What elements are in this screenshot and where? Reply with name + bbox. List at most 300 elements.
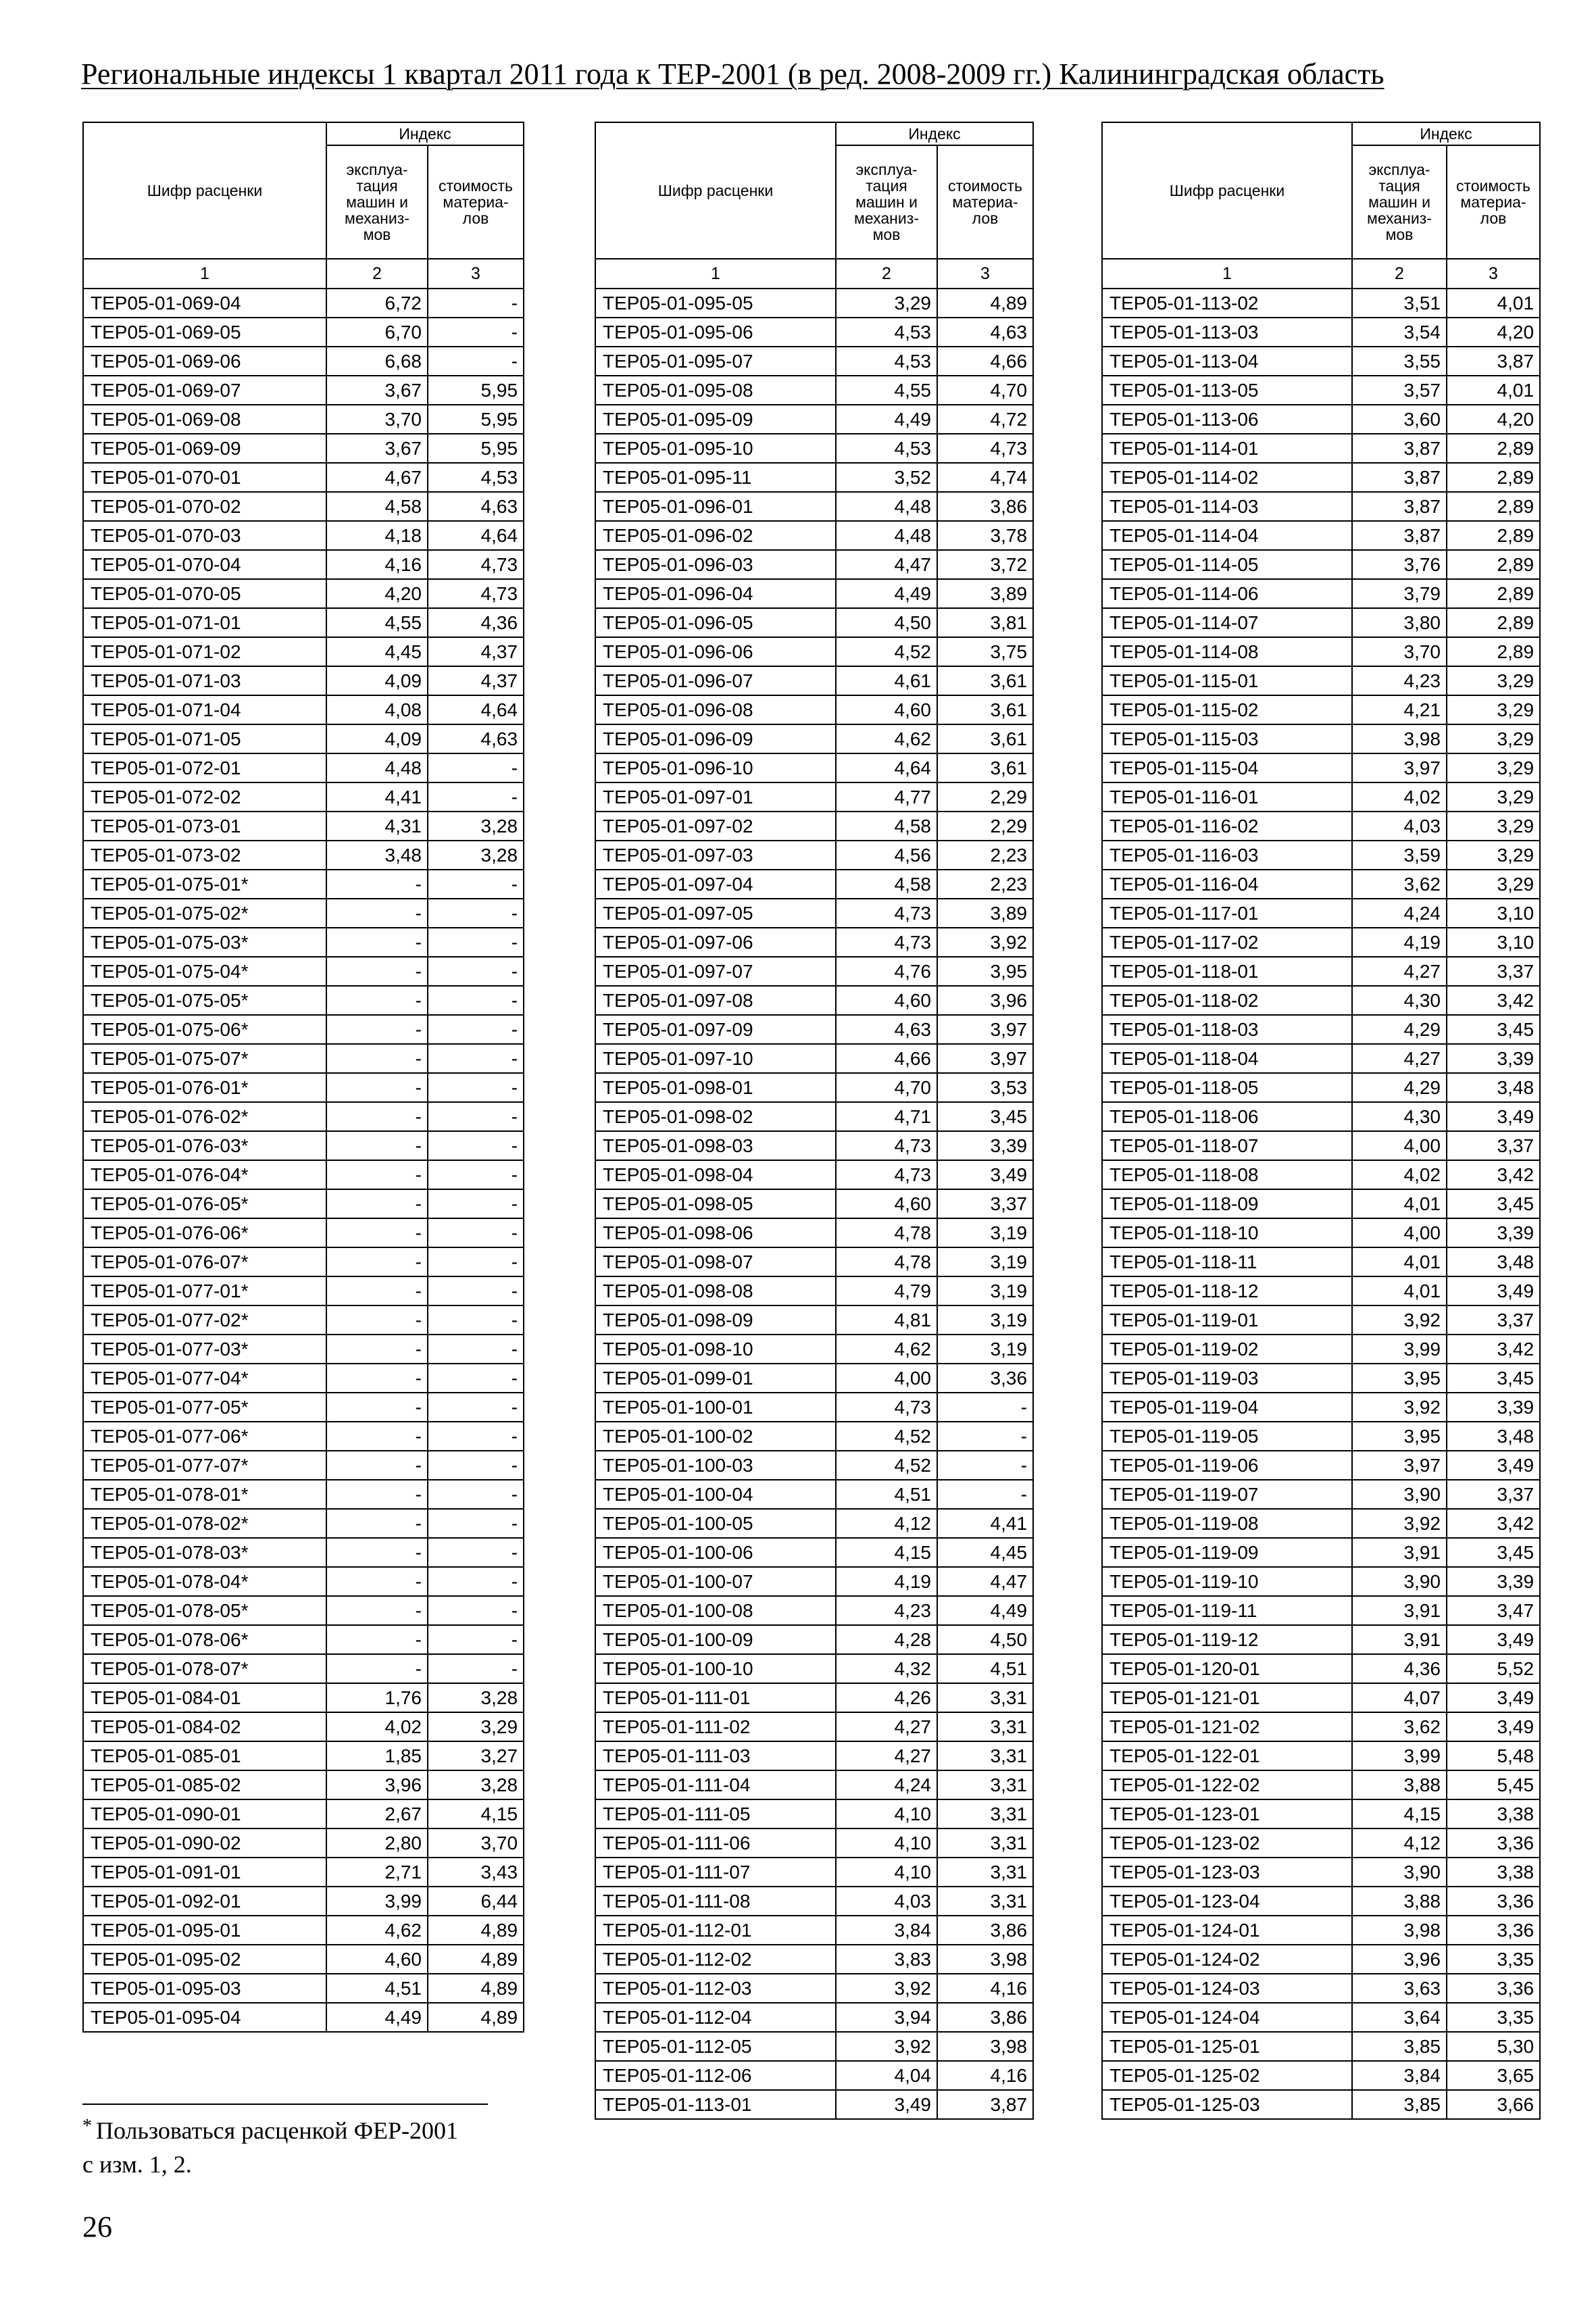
materials-index-cell: - [428, 1364, 524, 1393]
materials-index-cell: 3,10 [1447, 899, 1540, 928]
table-row [1102, 289, 1540, 318]
materials-index-cell: - [937, 1451, 1033, 1480]
machines-index-cell: 3,85 [1352, 2032, 1447, 2061]
rate-code-cell: ТЕР05-01-070-03 [83, 521, 326, 550]
page-title: Региональные индексы 1 квартал 2011 года к ТЕР-2001 (в ред. 2008-2009 гг.) Калининградская область [81, 57, 1385, 91]
rate-code-cell: ТЕР05-01-095-07 [595, 347, 836, 376]
table-row [83, 1538, 524, 1567]
table-row [83, 1218, 524, 1247]
rate-code-cell: ТЕР05-01-076-05* [83, 1189, 326, 1218]
table-row [1102, 1974, 1540, 2003]
table-row [1102, 2061, 1540, 2090]
rate-code-cell: ТЕР05-01-119-07 [1102, 1480, 1352, 1509]
table-row [1102, 318, 1540, 347]
materials-index-cell: - [428, 1509, 524, 1538]
table-row [595, 550, 1033, 579]
materials-index-cell: - [428, 1596, 524, 1625]
rate-code-cell: ТЕР05-01-112-02 [595, 1945, 836, 1974]
table-row [1102, 1276, 1540, 1305]
header-index: Индекс [326, 122, 524, 145]
rate-code-cell: ТЕР05-01-122-01 [1102, 1741, 1352, 1770]
table-row [1102, 1916, 1540, 1945]
materials-index-cell: 3,29 [1447, 841, 1540, 870]
table-row [1102, 492, 1540, 521]
materials-index-cell: - [428, 1131, 524, 1160]
machines-index-cell: 3,96 [326, 1770, 428, 1799]
materials-index-cell: 3,29 [428, 1712, 524, 1741]
rate-code-cell: ТЕР05-01-069-09 [83, 434, 326, 463]
machines-index-cell: 4,09 [326, 666, 428, 695]
materials-index-cell: 4,89 [428, 1916, 524, 1945]
materials-index-cell: - [428, 1480, 524, 1509]
materials-index-cell: 4,64 [428, 695, 524, 724]
machines-index-cell: 3,54 [1352, 318, 1447, 347]
table-row [83, 1160, 524, 1189]
rate-code-cell: ТЕР05-01-123-04 [1102, 1887, 1352, 1916]
materials-index-cell: 3,29 [1447, 724, 1540, 753]
rate-code-cell: ТЕР05-01-077-02* [83, 1305, 326, 1335]
rate-code-cell: ТЕР05-01-070-02 [83, 492, 326, 521]
materials-index-cell: 2,23 [937, 841, 1033, 870]
machines-index-cell: 4,02 [1352, 782, 1447, 812]
machines-index-cell: - [326, 957, 428, 986]
table-row [1102, 1335, 1540, 1364]
materials-index-cell: 3,89 [937, 899, 1033, 928]
rate-code-cell: ТЕР05-01-096-06 [595, 637, 836, 666]
machines-index-cell: 3,98 [1352, 1916, 1447, 1945]
machines-index-cell: - [326, 986, 428, 1015]
table-row [1102, 637, 1540, 666]
machines-index-cell: 3,64 [1352, 2003, 1447, 2032]
rate-code-cell: ТЕР05-01-077-03* [83, 1335, 326, 1364]
table-row [595, 1858, 1033, 1887]
materials-index-cell: 2,89 [1447, 608, 1540, 637]
machines-index-cell: - [326, 1451, 428, 1480]
table-row [595, 1509, 1033, 1538]
machines-index-cell: 4,52 [836, 1451, 937, 1480]
machines-index-cell: 3,87 [1352, 463, 1447, 492]
rate-code-cell: ТЕР05-01-097-03 [595, 841, 836, 870]
table-row [1102, 1828, 1540, 1858]
materials-index-cell: 2,29 [937, 782, 1033, 812]
table-row [595, 1945, 1033, 1974]
materials-index-cell: 2,89 [1447, 521, 1540, 550]
materials-index-cell: 3,31 [937, 1770, 1033, 1799]
machines-index-cell: 3,99 [1352, 1335, 1447, 1364]
rate-code-cell: ТЕР05-01-084-02 [83, 1712, 326, 1741]
machines-index-cell: 3,67 [326, 376, 428, 405]
materials-index-cell: 3,86 [937, 1916, 1033, 1945]
rate-code-cell: ТЕР05-01-118-10 [1102, 1218, 1352, 1247]
materials-index-cell: 3,42 [1447, 1509, 1540, 1538]
table-row [83, 1887, 524, 1916]
materials-index-cell: 3,29 [1447, 753, 1540, 782]
machines-index-cell: - [326, 1073, 428, 1102]
rate-code-cell: ТЕР05-01-096-07 [595, 666, 836, 695]
materials-index-cell: 3,45 [1447, 1189, 1540, 1218]
rate-code-cell: ТЕР05-01-118-09 [1102, 1189, 1352, 1218]
machines-index-cell: 3,92 [1352, 1305, 1447, 1335]
rate-code-cell: ТЕР05-01-112-03 [595, 1974, 836, 2003]
table-row [1102, 1625, 1540, 1654]
rate-code-cell: ТЕР05-01-075-02* [83, 899, 326, 928]
rate-code-cell: ТЕР05-01-076-07* [83, 1247, 326, 1276]
table-row [1102, 666, 1540, 695]
materials-index-cell: 3,47 [1447, 1596, 1540, 1625]
machines-index-cell: 3,90 [1352, 1858, 1447, 1887]
table-row [83, 1073, 524, 1102]
machines-index-cell: 4,49 [836, 579, 937, 608]
rate-code-cell: ТЕР05-01-111-02 [595, 1712, 836, 1741]
materials-index-cell: 4,16 [937, 2061, 1033, 2090]
table-row [83, 1712, 524, 1741]
table-row [595, 1799, 1033, 1828]
table-row [83, 1131, 524, 1160]
header-machines: эксплуа- тация машин и механиз- мов [1352, 145, 1447, 259]
table-row [1102, 928, 1540, 957]
materials-index-cell: 4,41 [937, 1509, 1033, 1538]
machines-index-cell: 4,55 [836, 376, 937, 405]
table-row [1102, 1160, 1540, 1189]
table-row [83, 1305, 524, 1335]
rate-code-cell: ТЕР05-01-111-03 [595, 1741, 836, 1770]
rate-code-cell: ТЕР05-01-120-01 [1102, 1654, 1352, 1683]
table-row [595, 579, 1033, 608]
table-row [83, 608, 524, 637]
machines-index-cell: 4,00 [1352, 1131, 1447, 1160]
table-row [595, 318, 1033, 347]
table-row [1102, 1770, 1540, 1799]
machines-index-cell: - [326, 1567, 428, 1596]
machines-index-cell: 3,60 [1352, 405, 1447, 434]
machines-index-cell: 4,30 [1352, 1102, 1447, 1131]
table-row [1102, 1044, 1540, 1073]
materials-index-cell: 3,61 [937, 695, 1033, 724]
rate-code-cell: ТЕР05-01-114-08 [1102, 637, 1352, 666]
table-row [595, 289, 1033, 318]
materials-index-cell: - [428, 986, 524, 1015]
table-row [1102, 1887, 1540, 1916]
machines-index-cell: 3,84 [1352, 2061, 1447, 2090]
table-row [83, 1916, 524, 1945]
machines-index-cell: 4,53 [836, 347, 937, 376]
rate-code-cell: ТЕР05-01-098-02 [595, 1102, 836, 1131]
table-row [1102, 1538, 1540, 1567]
materials-index-cell: 3,31 [937, 1799, 1033, 1828]
table-row [595, 1916, 1033, 1945]
table-row [595, 492, 1033, 521]
table-row [595, 434, 1033, 463]
materials-index-cell: 4,89 [428, 1974, 524, 2003]
rate-code-cell: ТЕР05-01-100-06 [595, 1538, 836, 1567]
table-row [83, 1770, 524, 1799]
machines-index-cell: 3,98 [1352, 724, 1447, 753]
table-row [83, 1654, 524, 1683]
table-row [1102, 1451, 1540, 1480]
table-row [1102, 608, 1540, 637]
machines-index-cell: - [326, 1189, 428, 1218]
rate-code-cell: ТЕР05-01-069-04 [83, 289, 326, 318]
materials-index-cell: 3,37 [1447, 1480, 1540, 1509]
table-row [595, 841, 1033, 870]
table-row [83, 1480, 524, 1509]
materials-index-cell: 3,92 [937, 928, 1033, 957]
machines-index-cell: 3,59 [1352, 841, 1447, 870]
machines-index-cell: 4,10 [836, 1799, 937, 1828]
table-row [83, 2003, 524, 2032]
rate-code-cell: ТЕР05-01-078-05* [83, 1596, 326, 1625]
table-row [83, 1015, 524, 1044]
rate-code-cell: ТЕР05-01-091-01 [83, 1858, 326, 1887]
materials-index-cell: 3,39 [1447, 1567, 1540, 1596]
header-num-1: 1 [83, 259, 326, 289]
materials-index-cell: 3,98 [937, 2032, 1033, 2061]
rate-code-cell: ТЕР05-01-078-01* [83, 1480, 326, 1509]
rate-code-cell: ТЕР05-01-115-02 [1102, 695, 1352, 724]
rate-code-cell: ТЕР05-01-078-06* [83, 1625, 326, 1654]
machines-index-cell: 6,72 [326, 289, 428, 318]
materials-index-cell: 3,49 [1447, 1625, 1540, 1654]
materials-index-cell: 3,98 [937, 1945, 1033, 1974]
machines-index-cell: 3,97 [1352, 1451, 1447, 1480]
table-row [595, 1596, 1033, 1625]
materials-index-cell: - [428, 1160, 524, 1189]
machines-index-cell: 4,73 [836, 928, 937, 957]
table-row [1102, 2032, 1540, 2061]
table-row [83, 463, 524, 492]
rate-code-cell: ТЕР05-01-096-04 [595, 579, 836, 608]
materials-index-cell: 3,31 [937, 1858, 1033, 1887]
rate-code-cell: ТЕР05-01-099-01 [595, 1364, 836, 1393]
materials-index-cell: 3,48 [1447, 1073, 1540, 1102]
machines-index-cell: - [326, 1247, 428, 1276]
table-row [83, 841, 524, 870]
machines-index-cell: 4,24 [1352, 899, 1447, 928]
table-row [1102, 579, 1540, 608]
machines-index-cell: 4,81 [836, 1305, 937, 1335]
rate-code-cell: ТЕР05-01-117-01 [1102, 899, 1352, 928]
table-row [83, 899, 524, 928]
machines-index-cell: 4,10 [836, 1828, 937, 1858]
materials-index-cell: 4,64 [428, 521, 524, 550]
table-row [83, 695, 524, 724]
rate-code-cell: ТЕР05-01-095-02 [83, 1945, 326, 1974]
rate-code-cell: ТЕР05-01-071-01 [83, 608, 326, 637]
page-number: 26 [82, 2210, 112, 2243]
machines-index-cell: 4,08 [326, 695, 428, 724]
header-num-3: 3 [937, 259, 1033, 289]
table-row [595, 1073, 1033, 1102]
machines-index-cell: 4,41 [326, 782, 428, 812]
machines-index-cell: 4,51 [836, 1480, 937, 1509]
table-row [1102, 841, 1540, 870]
rate-code-cell: ТЕР05-01-097-10 [595, 1044, 836, 1073]
table-row [1102, 1509, 1540, 1538]
machines-index-cell: 4,63 [836, 1015, 937, 1044]
table-row [83, 724, 524, 753]
rate-code-cell: ТЕР05-01-096-09 [595, 724, 836, 753]
machines-index-cell: 4,78 [836, 1247, 937, 1276]
header-num-2: 2 [326, 259, 428, 289]
materials-index-cell: 3,48 [1447, 1422, 1540, 1451]
table-row [1102, 434, 1540, 463]
rate-code-cell: ТЕР05-01-078-02* [83, 1509, 326, 1538]
footnote-divider [82, 2104, 488, 2105]
materials-index-cell: 2,89 [1447, 637, 1540, 666]
materials-index-cell: - [428, 347, 524, 376]
rate-code-cell: ТЕР05-01-069-08 [83, 405, 326, 434]
materials-index-cell: - [428, 870, 524, 899]
machines-index-cell: 4,26 [836, 1683, 937, 1712]
materials-index-cell: 4,70 [937, 376, 1033, 405]
machines-index-cell: - [326, 1422, 428, 1451]
machines-index-cell: 4,62 [836, 724, 937, 753]
table-row [1102, 724, 1540, 753]
machines-index-cell: 3,52 [836, 463, 937, 492]
machines-index-cell: 3,94 [836, 2003, 937, 2032]
materials-index-cell: 3,65 [1447, 2061, 1540, 2090]
table-row [595, 1683, 1033, 1712]
rate-code-cell: ТЕР05-01-124-01 [1102, 1916, 1352, 1945]
materials-index-cell: - [428, 1335, 524, 1364]
machines-index-cell: 4,71 [836, 1102, 937, 1131]
machines-index-cell: - [326, 1015, 428, 1044]
table-row [1102, 1741, 1540, 1770]
materials-index-cell: 3,31 [937, 1887, 1033, 1916]
materials-index-cell: 3,28 [428, 841, 524, 870]
machines-index-cell: 3,87 [1352, 492, 1447, 521]
rate-code-cell: ТЕР05-01-115-01 [1102, 666, 1352, 695]
materials-index-cell: 3,95 [937, 957, 1033, 986]
materials-index-cell: 4,89 [428, 1945, 524, 1974]
materials-index-cell: 3,36 [1447, 1974, 1540, 2003]
rate-code-cell: ТЕР05-01-071-02 [83, 637, 326, 666]
table-row [1102, 1799, 1540, 1828]
table-row [1102, 1015, 1540, 1044]
index-table-right [1101, 122, 1541, 2120]
machines-index-cell: 4,31 [326, 812, 428, 841]
materials-index-cell: - [428, 899, 524, 928]
materials-index-cell: 2,23 [937, 870, 1033, 899]
materials-index-cell: 4,63 [428, 724, 524, 753]
machines-index-cell: 2,80 [326, 1828, 428, 1858]
machines-index-cell: 4,02 [326, 1712, 428, 1741]
machines-index-cell: 3,62 [1352, 1712, 1447, 1741]
rate-code-cell: ТЕР05-01-097-02 [595, 812, 836, 841]
table-row [1102, 550, 1540, 579]
table-row [83, 318, 524, 347]
table-row [595, 1625, 1033, 1654]
materials-index-cell: 4,73 [428, 579, 524, 608]
table-row [83, 1945, 524, 1974]
table-row [595, 1654, 1033, 1683]
rate-code-cell: ТЕР05-01-113-06 [1102, 405, 1352, 434]
machines-index-cell: 3,49 [836, 2090, 937, 2119]
materials-index-cell: 4,36 [428, 608, 524, 637]
materials-index-cell: 3,37 [1447, 1131, 1540, 1160]
materials-index-cell: 3,37 [937, 1189, 1033, 1218]
rate-code-cell: ТЕР05-01-071-03 [83, 666, 326, 695]
materials-index-cell: 4,47 [937, 1567, 1033, 1596]
rate-code-cell: ТЕР05-01-075-06* [83, 1015, 326, 1044]
table-row [83, 1276, 524, 1305]
table-row [83, 1567, 524, 1596]
materials-index-cell: 3,53 [937, 1073, 1033, 1102]
materials-index-cell: 3,31 [937, 1712, 1033, 1741]
materials-index-cell: 3,42 [1447, 1335, 1540, 1364]
materials-index-cell: 3,31 [937, 1828, 1033, 1858]
materials-index-cell: 5,95 [428, 434, 524, 463]
rate-code-cell: ТЕР05-01-115-04 [1102, 753, 1352, 782]
rate-code-cell: ТЕР05-01-116-04 [1102, 870, 1352, 899]
rate-code-cell: ТЕР05-01-077-05* [83, 1393, 326, 1422]
table-row [595, 1276, 1033, 1305]
table-row [1102, 376, 1540, 405]
materials-index-cell: 3,43 [428, 1858, 524, 1887]
rate-code-cell: ТЕР05-01-092-01 [83, 1887, 326, 1916]
machines-index-cell: 3,67 [326, 434, 428, 463]
machines-index-cell: 4,00 [836, 1364, 937, 1393]
materials-index-cell: - [428, 1625, 524, 1654]
machines-index-cell: 4,01 [1352, 1247, 1447, 1276]
materials-index-cell: 3,36 [1447, 1828, 1540, 1858]
rate-code-cell: ТЕР05-01-095-01 [83, 1916, 326, 1945]
rate-code-cell: ТЕР05-01-123-02 [1102, 1828, 1352, 1858]
table-row [83, 1596, 524, 1625]
machines-index-cell: 4,29 [1352, 1073, 1447, 1102]
table-row [83, 1625, 524, 1654]
materials-index-cell: 3,87 [937, 2090, 1033, 2119]
machines-index-cell: 1,85 [326, 1741, 428, 1770]
header-code: Шифр расценки [1102, 122, 1352, 259]
machines-index-cell: 3,84 [836, 1916, 937, 1945]
materials-index-cell: 3,75 [937, 637, 1033, 666]
rate-code-cell: ТЕР05-01-111-06 [595, 1828, 836, 1858]
machines-index-cell: 4,20 [326, 579, 428, 608]
rate-code-cell: ТЕР05-01-096-02 [595, 521, 836, 550]
machines-index-cell: 4,51 [326, 1974, 428, 2003]
machines-index-cell: 4,53 [836, 318, 937, 347]
rate-code-cell: ТЕР05-01-121-01 [1102, 1683, 1352, 1712]
table-row [1102, 1712, 1540, 1741]
rate-code-cell: ТЕР05-01-070-05 [83, 579, 326, 608]
materials-index-cell: 3,49 [1447, 1276, 1540, 1305]
table-row [1102, 753, 1540, 782]
materials-index-cell: 4,16 [937, 1974, 1033, 2003]
machines-index-cell: 3,99 [1352, 1741, 1447, 1770]
rate-code-cell: ТЕР05-01-098-10 [595, 1335, 836, 1364]
machines-index-cell: 1,76 [326, 1683, 428, 1712]
rate-code-cell: ТЕР05-01-118-02 [1102, 986, 1352, 1015]
table-row [1102, 1480, 1540, 1509]
rate-code-cell: ТЕР05-01-070-04 [83, 550, 326, 579]
machines-index-cell: - [326, 1131, 428, 1160]
materials-index-cell: 3,31 [937, 1741, 1033, 1770]
rate-code-cell: ТЕР05-01-100-02 [595, 1422, 836, 1451]
materials-index-cell: 4,73 [428, 550, 524, 579]
machines-index-cell: 4,55 [326, 608, 428, 637]
rate-code-cell: ТЕР05-01-114-04 [1102, 521, 1352, 550]
materials-index-cell: 4,20 [1447, 405, 1540, 434]
rate-code-cell: ТЕР05-01-112-04 [595, 2003, 836, 2032]
rate-code-cell: ТЕР05-01-121-02 [1102, 1712, 1352, 1741]
table-row [83, 666, 524, 695]
table-row [1102, 1393, 1540, 1422]
machines-index-cell: 4,48 [836, 521, 937, 550]
materials-index-cell: 4,15 [428, 1799, 524, 1828]
machines-index-cell: 4,09 [326, 724, 428, 753]
materials-index-cell: 3,29 [1447, 812, 1540, 841]
